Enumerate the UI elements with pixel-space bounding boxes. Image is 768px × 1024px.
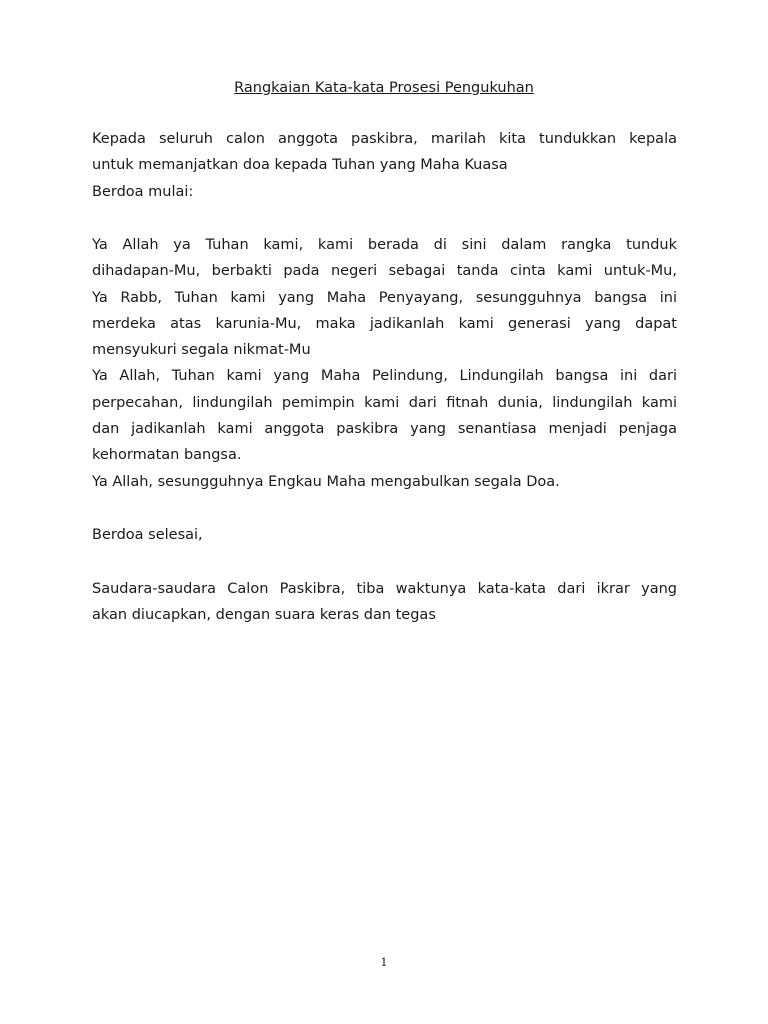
text-line: perpecahan, lindungilah pemimpin kami dari fitnah dunia, lindungilah kami: [92, 394, 677, 411]
text-line: Ya Rabb, Tuhan kami yang Maha Penyayang, sesungguhnya bangsa ini: [92, 289, 677, 306]
text-line: Ya Allah ya Tuhan kami, kami berada di sini dalam rangka tunduk: [92, 237, 677, 253]
text-line: Berdoa selesai,: [92, 527, 203, 543]
text-line: dan jadikanlah kami anggota paskibra yang senantiasa menjadi penjaga: [92, 421, 677, 438]
text-line: Kepada seluruh calon anggota paskibra, marilah kita tundukkan kepala: [92, 131, 677, 147]
text-line: akan diucapkan, dengan suara keras dan tegas: [92, 607, 436, 624]
text-line: merdeka atas karunia-Mu, maka jadikanlah kami generasi yang dapat: [92, 315, 677, 332]
text-line: kehormatan bangsa.: [92, 447, 242, 464]
paragraph-pledge-intro: [92, 576, 677, 629]
paragraph-prayer: [92, 232, 677, 495]
text-line: dihadapan-Mu, berbakti pada negeri sebagai tanda cinta kami untuk-Mu,: [92, 263, 677, 280]
document-title: Rangkaian Kata-kata Prosesi Pengukuhan: [234, 80, 534, 96]
text-line: untuk memanjatkan doa kepada Tuhan yang Maha Kuasa: [92, 157, 508, 174]
text-line: Berdoa mulai:: [92, 183, 194, 200]
paragraph-prayer-closing: [92, 522, 677, 548]
text-line: Ya Allah, Tuhan kami yang Maha Pelindung, Lindungilah bangsa ini dari: [92, 368, 677, 385]
text-line: mensyukuri segala nikmat-Mu: [92, 342, 311, 359]
text-line: Saudara-saudara Calon Paskibra, tiba waktunya kata-kata dari ikrar yang: [92, 581, 677, 597]
page-number: 1: [380, 956, 388, 969]
paragraph-opening-prayer-call: [92, 126, 677, 205]
text-line: Ya Allah, sesungguhnya Engkau Maha mengabulkan segala Doa.: [92, 473, 560, 490]
